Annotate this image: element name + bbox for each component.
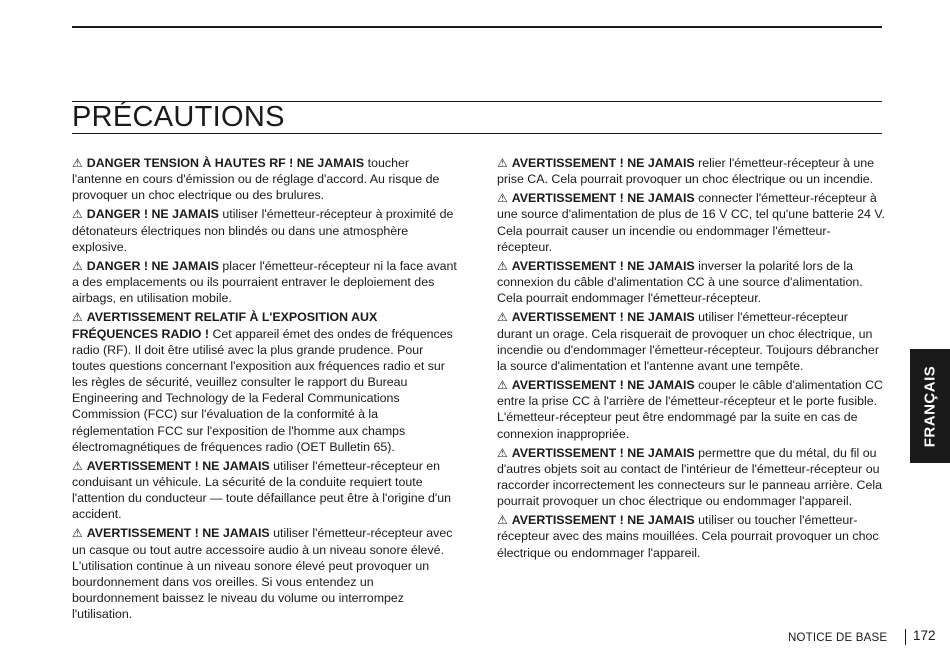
warning-triangle-icon: ⚠	[497, 258, 508, 273]
precaution-item	[72, 309, 458, 454]
language-side-tab	[910, 349, 950, 463]
precaution-item	[72, 155, 458, 203]
precaution-lead: AVERTISSEMENT RELATIF À L'EXPOSITION AUX FRÉQUENCES RADIO !	[72, 310, 378, 341]
warning-triangle-icon: ⚠	[72, 310, 83, 325]
precaution-item	[72, 525, 458, 622]
top-rule	[72, 26, 882, 28]
precaution-lead: AVERTISSEMENT ! NE JAMAIS	[86, 458, 270, 473]
precaution-lead: AVERTISSEMENT ! NE JAMAIS	[511, 378, 695, 393]
precaution-text: utiliser ou toucher l'émetteur-récepteur avec des mains mouillées. Cela pourrait provoquer un choc électrique ou endommager l'appareil.	[497, 513, 879, 560]
precaution-text: utiliser l'émetteur-récepteur durant un orage. Cela risquerait de provoquer un choc électrique, un incendie ou d'endommager l'émetteur-récepteur. Toujours débrancher la source d'alimentation et l'antenne avant une tempête.	[497, 310, 879, 373]
footer-divider	[905, 629, 906, 645]
precaution-lead: AVERTISSEMENT ! NE JAMAIS	[511, 310, 695, 325]
left-column	[72, 155, 458, 625]
title-bottom-rule	[72, 133, 882, 134]
precaution-text: utiliser l'émetteur-récepteur en conduisant un véhicule. La sécurité de la conduite requiert toute l'attention du conducteur — toute défaillance peut être à l'origine d'un accident.	[72, 458, 452, 522]
precaution-text: relier l'émetteur-récepteur à une prise CA. Cela pourrait provoquer un choc électrique ou un incendie.	[497, 156, 875, 187]
precaution-text: inverser la polarité lors de la connexion du câble d'alimentation CC à une source d'alimentation. Cela pourrait endommager l'émetteur-récepteur.	[497, 258, 863, 306]
warning-triangle-icon: ⚠	[72, 526, 83, 541]
precaution-item	[72, 258, 458, 306]
precaution-text: permettre que du métal, du fil ou d'autres objets soit au contact de l'intérieur de l'émetteur-récepteur ou raccorder incorrectement les connecteurs sur le panneau arrière. Cela pourrait provoquer un choc électrique ou endommager l'appareil.	[497, 445, 882, 509]
precaution-item	[497, 512, 885, 560]
precaution-text: toucher l'antenne en cours d'émission ou de réglage d'accord. Au risque de provoquer un choc electrique ou des brulures.	[72, 156, 440, 203]
precaution-text: connecter l'émetteur-récepteur à une source d'alimentation de plus de 16 V CC, tel qu'une batterie 24 V. Cela pourrait causer un incendie ou endommager l'émetteur-récepteur.	[497, 191, 885, 254]
warning-triangle-icon: ⚠	[72, 458, 83, 473]
precaution-lead: DANGER TENSION À HAUTES RF ! NE JAMAIS	[86, 156, 365, 170]
page-title: PRÉCAUTIONS	[72, 101, 285, 133]
footer-label: NOTICE DE BASE	[788, 632, 888, 644]
warning-triangle-icon: ⚠	[497, 156, 508, 170]
precaution-item	[497, 377, 885, 442]
precaution-text: couper le câble d'alimentation CC entre la prise CC à l'arrière de l'émetteur-récepteur et le porte fusible. L'émetteur-récepteur peut être endommagé par la suite en cas de connexion inappropriée.	[497, 378, 883, 441]
warning-triangle-icon: ⚠	[497, 191, 508, 206]
precaution-text: placer l'émetteur-récepteur ni la face avant a des emplacements ou ils pourraient entraver le deploiement des airbags, en utilisation mobile.	[72, 258, 457, 306]
precaution-item	[72, 458, 458, 523]
precaution-lead: DANGER ! NE JAMAIS	[86, 207, 219, 222]
warning-triangle-icon: ⚠	[497, 378, 508, 393]
precaution-text: utiliser l'émetteur-récepteur avec un casque ou tout autre accessoire audio à un niveau sonore élevé. L'utilisation continue à un niveau sonore élevé peut provoquer un bourdonnement dans vos oreilles. Si vous entendez un bourdonnement baissez le niveau du volume ou interrompez l'utilisation.	[72, 526, 453, 622]
language-label: FRANÇAIS	[921, 365, 939, 447]
warning-triangle-icon: ⚠	[72, 207, 83, 222]
precaution-text: Cet appareil émet des ondes de fréquences radio (RF). Il doit être utilisé avec la plus grande prudence. Pour toutes questions concernant l'exposition aux fréquences radio et sur les règles de sécurité, veuillez consulter le rapport du Bureau Engineering and Technology de la Federal Communications Commission (FCC) sur l'évaluation de la conformité à la réglementation FCC sur l'exposition de l'homme aux champs électromagnétiques de fréquences radio (OET Bulletin 65).	[72, 326, 453, 454]
warning-triangle-icon: ⚠	[72, 156, 83, 170]
page-number: 172	[913, 628, 936, 643]
warning-triangle-icon: ⚠	[72, 258, 83, 273]
warning-triangle-icon: ⚠	[497, 445, 508, 460]
precaution-item	[497, 190, 885, 255]
precaution-lead: DANGER ! NE JAMAIS	[86, 258, 219, 273]
precaution-item	[497, 155, 885, 187]
right-column	[497, 155, 885, 564]
precaution-lead: AVERTISSEMENT ! NE JAMAIS	[511, 191, 695, 206]
precaution-lead: AVERTISSEMENT ! NE JAMAIS	[511, 445, 695, 460]
precaution-text: utiliser l'émetteur-récepteur à proximité de détonateurs électriques non blindés ou dans une atmosphère explosive.	[72, 207, 454, 254]
precaution-lead: AVERTISSEMENT ! NE JAMAIS	[511, 156, 695, 170]
precaution-item	[72, 206, 458, 254]
warning-triangle-icon: ⚠	[497, 310, 508, 325]
precaution-item	[497, 258, 885, 306]
precaution-item	[497, 445, 885, 510]
precaution-item	[497, 309, 885, 374]
precaution-lead: AVERTISSEMENT ! NE JAMAIS	[511, 513, 695, 528]
warning-triangle-icon: ⚠	[497, 513, 508, 528]
precaution-lead: AVERTISSEMENT ! NE JAMAIS	[511, 258, 695, 273]
precaution-lead: AVERTISSEMENT ! NE JAMAIS	[86, 526, 270, 541]
